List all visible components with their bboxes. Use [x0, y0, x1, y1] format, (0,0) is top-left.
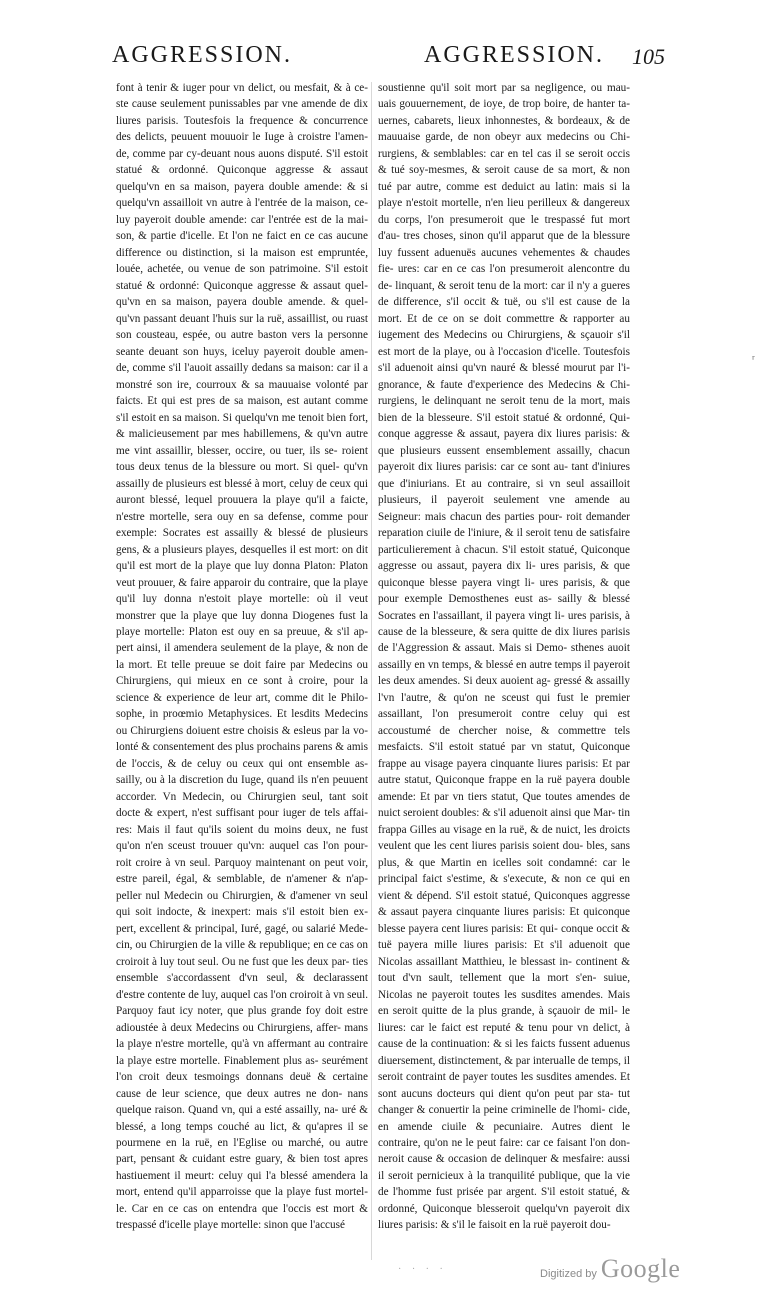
left-column-paragraph: font à tenir & iuger pour vn delict, ou mesfait, & à ce- ste cause seulement punissables par vne amende de dix liures parisis. Toutesfois la frequence & concurrence des delicts, peuuent mouuoir le Iuge à croistre l'amen- de, comme par cy-deuant nous auons disputé. S'il estoit statué & ordonné. Quiconque aggresse & assaut quelqu'vn en sa maison, payera double amende: & si quelqu'vn assailloit vn autre à l'entrée de la maison, ce- luy payeroit double amende: car l'entrée est de la mai- son, & partie d'icelle. Et l'on ne faict en ce cas aucune difference ou distinction, si la maison est empruntée, louée, achetée, ou venue de son patrimoine. S'il estoit statué & ordonné: Quiconque aggresse & assaut quel- qu'vn en sa maison, payera double amende. & quel- qu'vn passant deuant l'huis sur la ruë, assaillist, ou ruast son cousteau, espée, ou autre baston vers la personne seante deuant son huys, iceluy payeroit double amen- de, comme s'il l'auoit assailly dedans sa maison: car il a monstré son ire, courroux & sa mauuaise volonté par faicts. Et qui est pres de sa maison, est autant comme s'il estoit en sa maison. Si quelqu'vn me tenoit bien fort, & malicieusement par mes habillemens, & qu'vn autre me vint assaillir, blesser, occire, ou tuer, ils se- roient tous deux tenus de la blessure ou mort. Si quel- qu'vn assailly de plusieurs est blessé à mort, celuy de ceux qui auront blessé, lequel prouuera la playe qu'il a faicte, n'estre mortelle, sera ouy en sa defense, comme pour exemple: Socrates est assailly & blessé de plusieurs gens, & a plusieurs playes, desquelles il est mort: on dit qu'il est mort de la playe que luy donna Platon: Platon veut prouuer, & faire apparoir du contraire, que la playe qu'il luy donna n'estoit playe mortelle: où il veut monstrer que la playe que luy donna Diogenes fust la playe mortelle: Platon est ouy en sa preuue, & s'il ap- pert ainsi, il amendera seulement de la playe, & non de la mort. Et telle preuue se doit faire par Medecins ou Chirurgiens, qui mieux en ce sont à croire, pour la science & experience de leur art, comme dit le Philo- sophe, in proœmio Metaphysices. Et lesdits Medecins ou Chirurgiens doiuent estre choisis & esleus par la vo- lonté & consentement des plus prochains parens & amis de l'occis, & de celuy ou ceux qui ont ensemble as- sailly, ou à la discretion du Iuge, quand ils n'en peuuent accorder. Vn Medecin, ou Chirurgien seul, tant soit docte & expert, n'est suffisant pour iuger de tels affai- res: Mais il faut qu'ils soient du moins deux, ne fust qu'on n'en sceust trouuer qu'vn: auquel cas l'on pour- roit croire à vn seul. Parquoy maintenant on peut voir, estre pareil, égal, & semblable, de n'amener & n'ap- peller nul Medecin ou Chirurgien, & d'amener vn seul qui soit indocte, & inexpert: mais s'il estoit bien ex- pert, excellent & principal, Iuré, gagé, ou salarié Mede- cin, ou Chirurgien de la ville & republique; en ce cas on croiroit à luy tout seul. Ou ne fust que les deux par- ties ensemble s'accordassent d'vn seul, & declarassent d'estre contente de luy, auquel cas l'on croiroit à vn seul. Parquoy faut icy noter, que plus grande foy doit estre adioustée à deux Medecins ou Chirurgiens, affer- mans la playe n'estre mortelle, qu'à vn affermant au contraire la playe estre mortelle. Finablement plus as- seurément l'on croit deux tesmoings donnans deuë & certaine cause de leur science, que deux autres ne don- nans quelque raison. Quand vn, qui a esté assailly, na- uré & blessé, a long temps couché au lict, & qu'apres il se pourmene en la ruë, en l'Eglise ou marché, ou autre part, pensant & cuidant estre guary, & bien tost apres hastiuement il meurt: celuy qui l'a blessé amendera la mort, entend qu'il apparroisse que la playe fust mortel- le. Car en ce cas on entendra que l'occis est mort & trespassé d'icelle playe mortelle: sinon que l'accusé	[116, 82, 368, 1232]
digitized-by-label: Digitized by	[540, 1268, 597, 1280]
bottom-smudge: · · · ·	[398, 1264, 447, 1275]
google-logo: Google	[600, 1254, 681, 1283]
left-text-column	[116, 80, 368, 1234]
margin-mark: ʳ	[752, 352, 755, 366]
page-number: 105	[632, 44, 665, 69]
column-divider	[371, 82, 372, 1260]
running-header	[0, 42, 776, 76]
right-column-paragraph: soustienne qu'il soit mort par sa negligence, ou mau- uais gouuernement, de ioye, de trop boire, de hanter ta- uernes, cabarets, lieux inhonnestes, & bordeaux, & de mauuaise garde, de non obeyr aux medecins ou Chi- rurgiens, & semblables: car en tel cas il se seroit occis & tué soy-mesmes, & seroit cause de sa mort, & non tué par autre, comme est deduict au latin: mais si la playe n'estoit mortelle, n'en lieu perilleux & dangereux du corps, l'on presumeroit que le trespassé fut mort d'au- tres choses, sinon qu'il apparut que de la blessure luy fussent aduenuës aucunes vehementes & chaudes fie- ures: car en ce cas l'on presumeroit alencontre du de- linquant, & seroit tenu de la mort: car il n'y a gueres de difference, s'il occit & tuë, ou s'il est cause de la mort. Et de ce on se doit commettre & rapporter au iugement des Medecins ou Chirurgiens, & sçauoir s'il est mort de la playe, ou à l'occasion d'icelle. Toutesfois s'il aduenoit ainsi qu'vn nauré & blessé mourut par l'i- gnorance, & faute d'experience des Medecins & Chi- rurgiens, le delinquant ne seroit tenu de la mort, mais bien de la blesseure. S'il estoit statué & ordonné, Qui- conque aggresse & assaut, payera dix liures parisis: & que plusieurs eussent ensemblement assailly, chacun payeroit dix liures parisis: car ce sont au- tant d'iniures que d'iniurians. Et au contraire, si vn seul assailloit plusieurs, il payeroit seulement vne amende au Seigneur: mais chacun des parties pour- roit demander reparation ciuile de l'iniure, & il seroit tenu de satisfaire particulierement à chacun. S'il estoit statué, Quiconque aggresse ou assaut, payera dix li- ures parisis, & que quiconque blesse payera vingt li- ures parisis, & que pour exemple Demosthenes eust as- sailly & blessé Socrates en l'assaillant, il payera vingt li- ures parisis, à cause de la blesseure, & sera quitte de dix liures parisis de l'Aggression & assaut. Mais si Demo- sthenes auoit assailly en vn temps, & blessé en autre temps il payeroit les deux amendes. Si deux auoient ag- gressé & assailly l'vn l'autre, & qu'on ne sceust qui fust le premier assaillant, l'on presumeroit contre celuy qui est accoustumé de chercher noise, & commettre tels mesfaicts. S'il estoit statué par vn statut, Quiconque frappe au visage payera cinquante liures parisis: Et par autre statut, Quiconque frappe en la ruë payera double amende: Et par vn tiers statut, Que toutes amendes de nuict seroient doubles: & s'il aduenoit ainsi que Mar- tin frappa Gilles au visage en la ruë, & de nuict, les droicts veulent que les cent liures parisis soient dou- bles, sans plus, & que Martin en icelles soit condamné: car le principal faict s'estime, & s'execute, & non ce qui en vient & dépend. S'il estoit statué, Quiconques aggresse & assaut payera cinquante liures parisis: Et quiconque blesse payera cent liures parisis: Et qui- conque occit & tuë payera mille liures parisis: Et s'il aduenoit que Nicolas assaillant Matthieu, le blessast in- continent & tout d'vn sault, tellement que la mort s'en- suiue, Nicolas ne payeroit toutes les susdites amendes. Mais en seroit quitte de la plus grande, à sçauoir de mil- le liures: car le faict est reputé & tenu pour vn delict, à cause de la continuation: & si les faicts fussent aduenus diuersement, distinctement, & par interualle de temps, il seroit contraint de payer toutes les susdites amendes. Et sont aucuns docteurs qui dient qu'on peut par sta- tut changer & conuertir la peine criminelle de l'homi- cide, en amende ciuile & pecuniaire. Autres dient le contraire, qu'on ne le peut faire: car ce faisant l'on don- neroit cause & occasion de delinquer & mesfaire: aussi il seroit pernicieux à la tranquilité publique, que la vie de l'homme fust prisée par argent. S'il estoit statué, & ordonné, Quiconque blesseroit quelqu'vn payeroit dix liures parisis: & s'il le faisoit en la ruë payeroit dou-	[378, 82, 630, 1232]
left-running-title: AGGRESSION.	[112, 42, 293, 68]
digitization-footer	[540, 1254, 680, 1290]
right-text-column	[378, 80, 630, 1234]
right-running-title: AGGRESSION.	[424, 42, 605, 68]
